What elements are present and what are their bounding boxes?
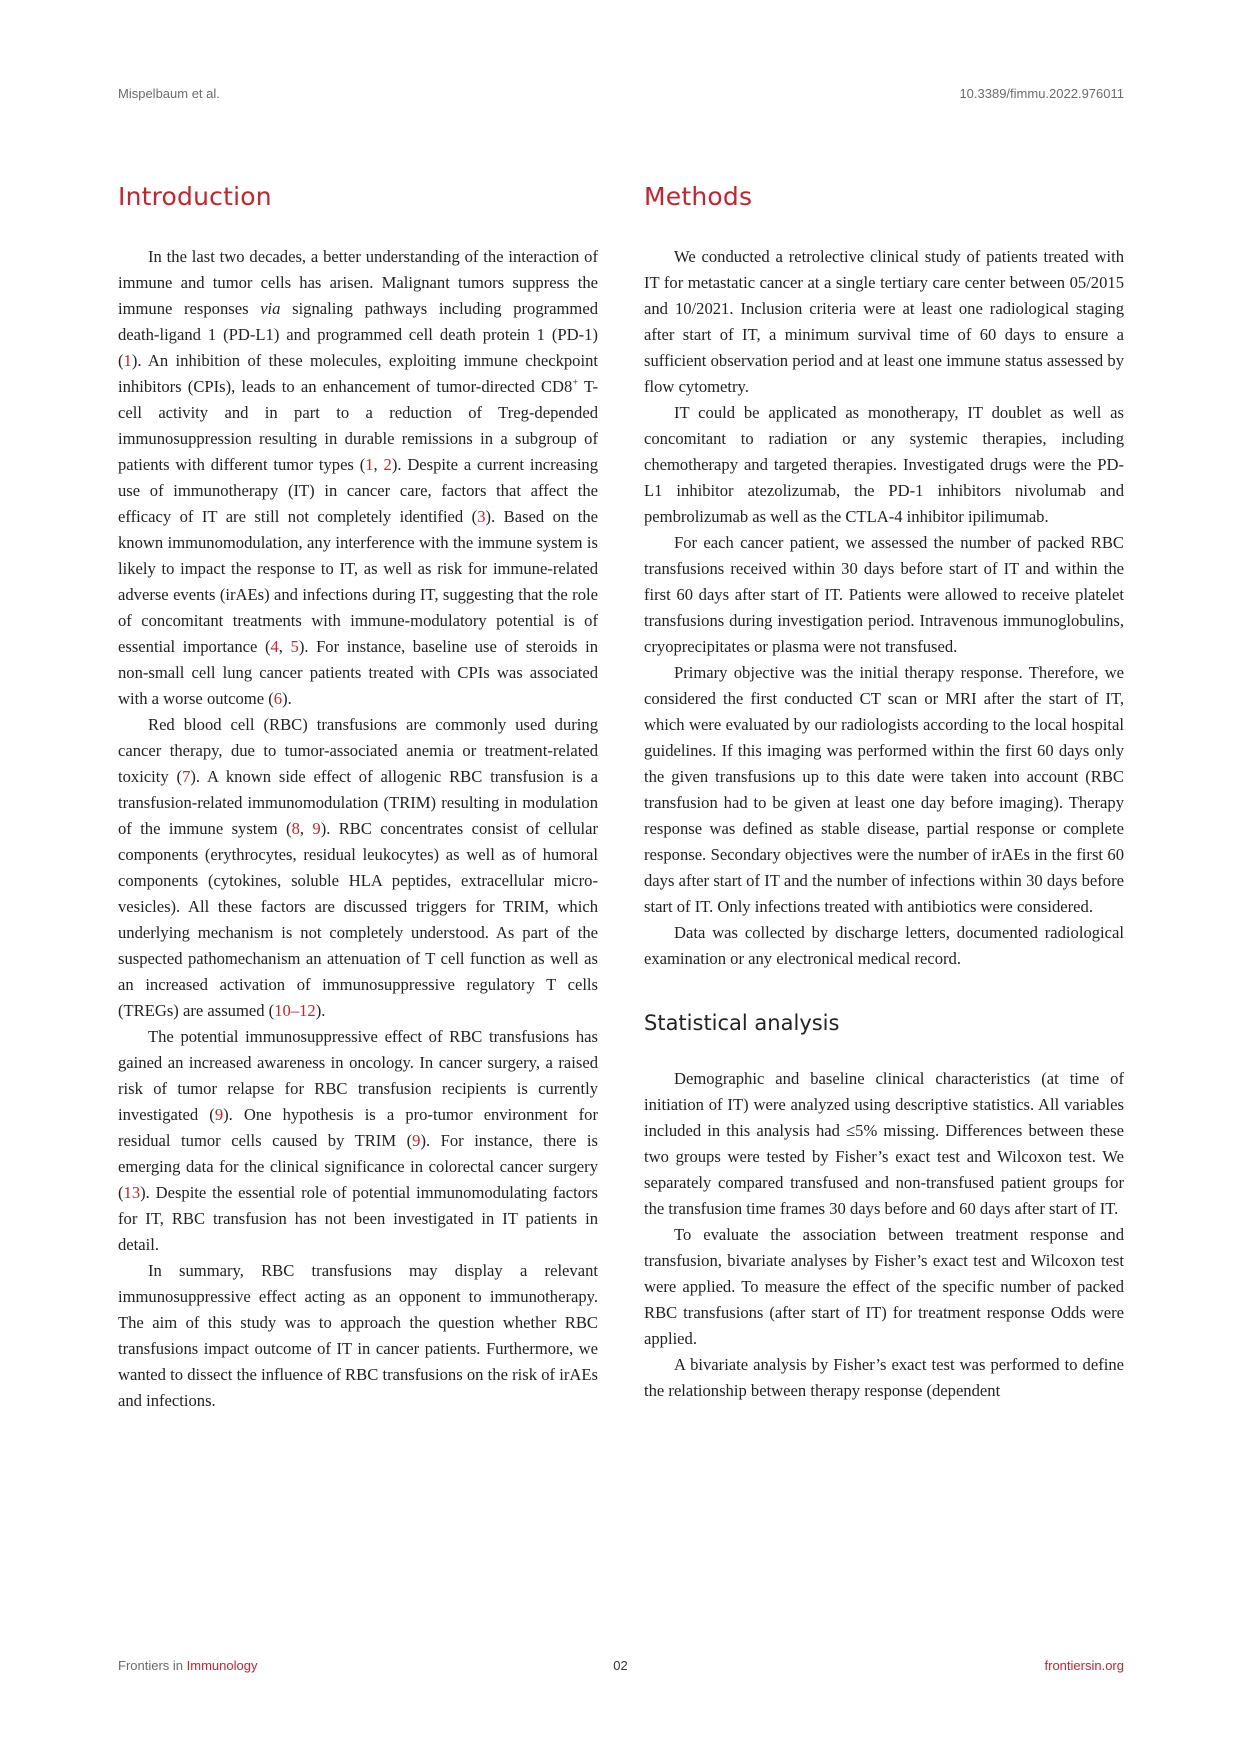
- citation-link[interactable]: 4: [270, 637, 279, 656]
- introduction-paragraph-1: In the last two decades, a better understanding of the interaction of immune and tumor cells has arisen. Malignant tumors suppress the immune responses via signaling pathways including programmed death-ligand 1 (PD-L1) and programmed cell death protein 1 (PD-1) (1). An inhibition of these molecules, exploiting immune checkpoint inhibitors (CPIs), leads to an enhancement of tumor-directed CD8+ T-cell activity and in part to a reduction of Treg-depended immunosuppression resulting in durable remissions in a subgroup of patients with different tumor types (1, 2). Despite a current increasing use of immunotherapy (IT) in cancer care, factors that affect the efficacy of IT are still not completely identified (3). Based on the known immunomodulation, any interference with the immune system is likely to impact the response to IT, as well as risk for immune-related adverse events (irAEs) and infections during IT, suggesting that the role of concomitant treatments with immune-modulatory potential is of essential importance (4, 5). For instance, baseline use of steroids in non-small cell lung cancer patients treated with CPIs was associated with a worse outcome (6).: [118, 247, 599, 708]
- introduction-paragraph-3: The potential immunosuppressive effect of RBC transfusions has gained an increased awareness in oncology. In cancer surgery, a raised risk of tumor relapse for RBC transfusion recipients is currently investigated (9). One hypothesis is a pro-tumor environment for residual tumor cells caused by TRIM (9). For instance, there is emerging data for the clinical significance in colorectal cancer surgery (13). Despite the essential role of potential immunomodulating factors for IT, RBC transfusion has not been investigated in IT patients in detail.: [118, 1027, 599, 1254]
- citation-link[interactable]: 13: [123, 1183, 141, 1202]
- citation-link[interactable]: 1: [123, 351, 132, 370]
- methods-paragraph: IT could be applicated as monotherapy, IT doublet as well as concomitant to radiation or any systemic therapies, including chemotherapy and targeted therapies. Investigated drugs were the PD-L1 inhibitor atezolizumab, the PD-1 inhibitors nivolumab and pembrolizumab as well as the CTLA-4 inhibitor ipilimumab.: [644, 403, 1124, 526]
- methods-heading: Methods: [644, 182, 753, 211]
- citation-link[interactable]: 9: [214, 1105, 224, 1124]
- introduction-heading: Introduction: [118, 182, 272, 211]
- citation-link[interactable]: 6: [273, 689, 283, 708]
- methods-paragraph: For each cancer patient, we assessed the number of packed RBC transfusions received within 30 days before start of IT and within the first 60 days after start of IT. Patients were allowed to receive platelet transfusions during investigation period. Intravenous immunoglobulins, cryoprecipitates or plasma were not transfused.: [644, 533, 1124, 656]
- citation-link[interactable]: 5: [290, 637, 299, 656]
- citation-link[interactable]: 7: [182, 767, 191, 786]
- running-head-authors: Mispelbaum et al.: [118, 86, 220, 101]
- methods-paragraph: We conducted a retrolective clinical study of patients treated with IT for metastatic cancer at a single tertiary care center between 05/2015 and 10/2021. Inclusion criteria were at least one radiological staging after start of IT, a minimum survival time of 60 days to ensure a sufficient observation period and at least one immune status assessed by flow cytometry.: [644, 247, 1124, 396]
- statistical-analysis-paragraph: Demographic and baseline clinical characteristics (at time of initiation of IT) were analyzed using descriptive statistics. All variables included in this analysis had ≤5% missing. Differences between these two groups were tested by Fisher’s exact test and Wilcoxon test. We separately compared transfused and non-transfused patient groups for the transfusion time frames 30 days before and 60 days after start of IT.: [644, 1069, 1124, 1218]
- footer-journal-prefix: Frontiers in: [118, 1658, 187, 1673]
- citation-link[interactable]: 8: [291, 819, 300, 838]
- citation-link[interactable]: 9: [412, 1131, 421, 1150]
- introduction-paragraph-4: In summary, RBC transfusions may display a relevant immunosuppressive effect acting as an opponent to immunotherapy. The aim of this study was to approach the question whether RBC transfusions impact outcome of IT in cancer patients. Furthermore, we wanted to dissect the influence of RBC transfusions on the risk of irAEs and infections.: [118, 1261, 598, 1410]
- running-head-doi[interactable]: 10.3389/fimmu.2022.976011: [959, 86, 1124, 101]
- footer-page-number: 02: [613, 1658, 628, 1673]
- citation-link[interactable]: 10–12: [274, 1001, 316, 1020]
- methods-paragraph: Primary objective was the initial therapy response. Therefore, we considered the first conducted CT scan or MRI after the start of IT, which were evaluated by our radiologists according to the local hospital guidelines. If this imaging was performed within the first 60 days only the given transfusions up to this date were taken into account (RBC transfusion had to be given at least one day before imaging). Therapy response was defined as stable disease, partial response or complete response. Secondary objectives were the number of irAEs in the first 60 days after start of IT and the number of infections within 30 days before start of IT. Only infections treated with antibiotics were considered.: [644, 663, 1124, 916]
- statistical-analysis-paragraph: A bivariate analysis by Fisher’s exact test was performed to define the relationship between therapy response (dependent: [644, 1355, 1124, 1400]
- right-column: [644, 180, 1124, 1404]
- left-column: [118, 180, 598, 1414]
- introduction-paragraph-2: Red blood cell (RBC) transfusions are commonly used during cancer therapy, due to tumor-associated anemia or treatment-related toxicity (7). A known side effect of allogenic RBC transfusion is a transfusion-related immunomodulation (TRIM) resulting in modulation of the immune system (8, 9). RBC concentrates consist of cellular components (erythrocytes, residual leukocytes) as well as of humoral components (cytokines, soluble HLA peptides, extracellular micro-vesicles). All these factors are discussed triggers for TRIM, which underlying mechanism is not completely understood. As part of the suspected pathomechanism an attenuation of T cell function as well as an increased activation of immunosuppressive regulatory T cells (TREGs) are assumed (10–12).: [118, 715, 599, 1020]
- statistical-analysis-heading: Statistical analysis: [644, 1011, 840, 1035]
- citation-link[interactable]: 3: [477, 507, 486, 526]
- footer-website-link[interactable]: frontiersin.org: [1044, 1658, 1124, 1673]
- citation-link[interactable]: 9: [312, 819, 321, 838]
- statistical-analysis-paragraph: To evaluate the association between treatment response and transfusion, bivariate analyses by Fisher’s exact test and Wilcoxon test were applied. To measure the effect of the specific number of packed RBC transfusions (after start of IT) for treatment response Odds were applied.: [644, 1225, 1124, 1348]
- footer-journal-name[interactable]: Immunology: [186, 1658, 258, 1673]
- methods-paragraph: Data was collected by discharge letters, documented radiological examination or any electronical medical record.: [644, 923, 1124, 968]
- citation-link[interactable]: 2: [383, 455, 392, 474]
- citation-link[interactable]: 1: [365, 455, 374, 474]
